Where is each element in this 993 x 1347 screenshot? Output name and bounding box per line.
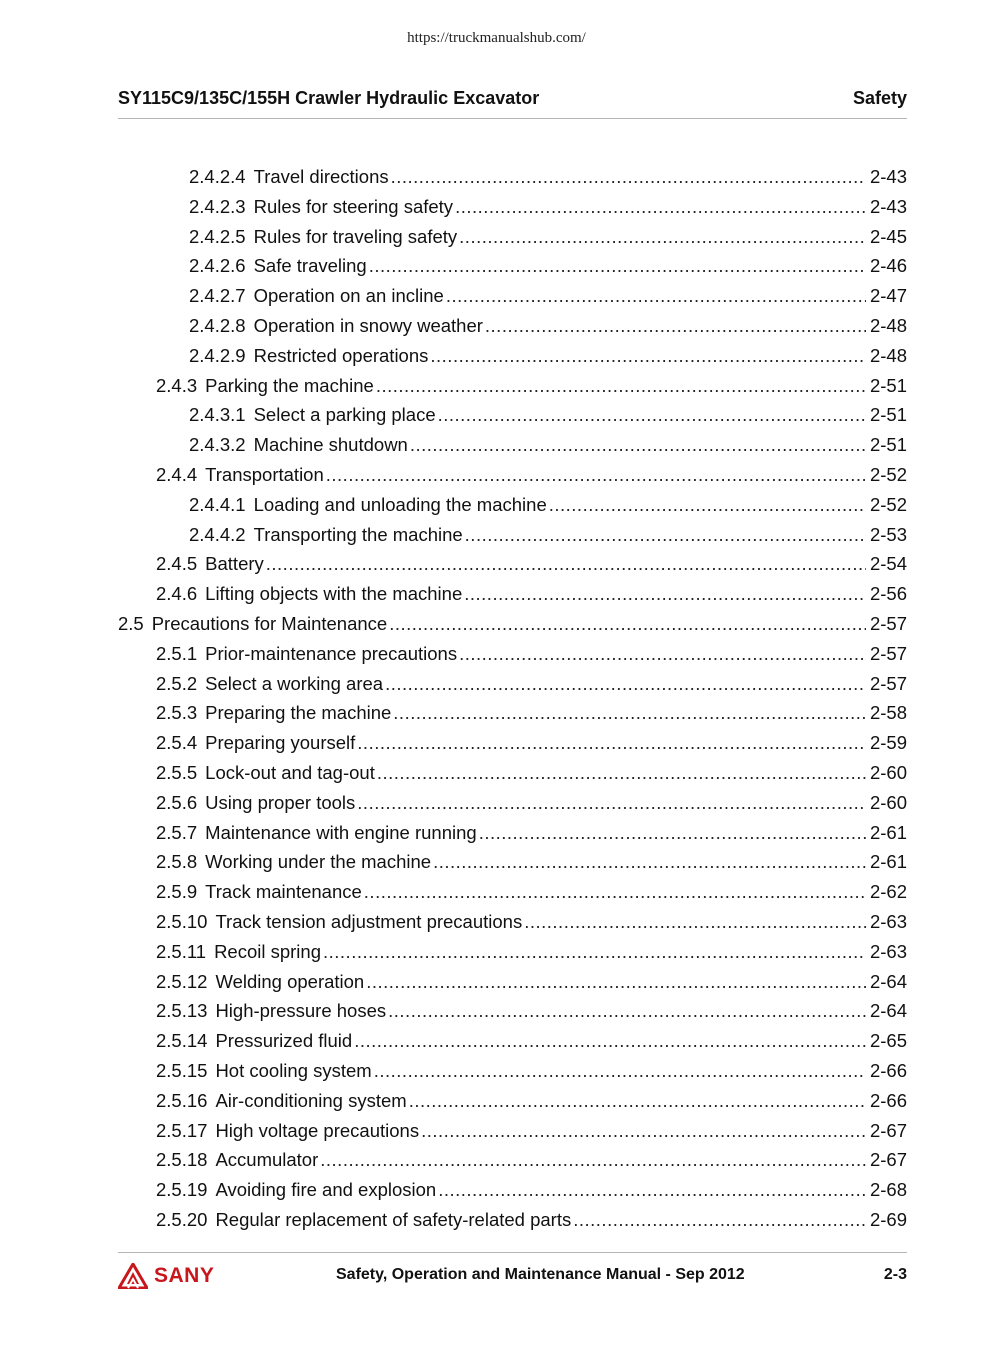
toc-entry-title: Machine shutdown (253, 434, 408, 456)
toc-leader-dots (524, 907, 866, 937)
toc-entry-page: 2-53 (869, 523, 907, 545)
toc-entry-page: 2-60 (869, 761, 907, 783)
toc-entry-title: Preparing the machine (205, 702, 392, 724)
toc-entry-title: Restricted operations (253, 344, 429, 366)
toc-entry-page: 2-43 (869, 195, 907, 217)
toc-entry-number: 2.5.13 (156, 1000, 208, 1022)
toc-entry[interactable] (118, 818, 907, 848)
toc-entry-page: 2-60 (869, 791, 907, 813)
toc-entry-number: 2.4.2.5 (189, 225, 246, 247)
toc-entry-page: 2-67 (869, 1149, 907, 1171)
toc-leader-dots (438, 1175, 866, 1205)
toc-leader-dots (357, 788, 866, 818)
toc-entry-page: 2-47 (869, 285, 907, 307)
toc-entry-page: 2-61 (869, 821, 907, 843)
toc-entry[interactable] (118, 579, 907, 609)
toc-leader-dots (479, 818, 866, 848)
toc-entry[interactable] (118, 728, 907, 758)
toc-entry-page: 2-65 (869, 1030, 907, 1052)
toc-entry-number: 2.5.10 (156, 910, 208, 932)
source-url[interactable]: https://truckmanualshub.com/ (407, 30, 586, 46)
toc-entry-title: Hot cooling system (215, 1059, 372, 1081)
toc-entry[interactable] (118, 1026, 907, 1056)
toc-leader-dots (385, 669, 866, 699)
toc-entry-title: Prior-maintenance precautions (205, 642, 458, 664)
toc-entry-number: 2.4.2.7 (189, 285, 246, 307)
toc-entry-page: 2-54 (869, 553, 907, 575)
toc-entry-number: 2.4.2.4 (189, 166, 246, 187)
toc-entry[interactable] (118, 311, 907, 341)
toc-leader-dots (391, 162, 866, 192)
toc-leader-dots (459, 222, 866, 252)
toc-entry[interactable] (118, 341, 907, 371)
brand-logo (118, 1263, 214, 1289)
toc-entry[interactable] (118, 669, 907, 699)
toc-entry-number: 2.5.1 (156, 642, 198, 664)
toc-entry-title: Avoiding fire and explosion (215, 1179, 437, 1201)
toc-entry-number: 2.5.6 (156, 791, 198, 813)
toc-entry-title: Accumulator (215, 1149, 319, 1171)
toc-leader-dots (430, 341, 866, 371)
toc-entry-title: Using proper tools (205, 791, 356, 813)
toc-leader-dots (421, 1116, 866, 1146)
toc-entry-title: Transportation (205, 463, 324, 485)
toc-leader-dots (438, 400, 866, 430)
toc-entry-number: 2.4.2.9 (189, 344, 246, 366)
toc-leader-dots (374, 1056, 866, 1086)
table-of-contents (118, 162, 907, 1235)
toc-entry-title: Rules for steering safety (253, 195, 454, 217)
toc-entry-title: Track tension adjustment precautions (215, 910, 523, 932)
toc-entry-number: 2.5.19 (156, 1179, 208, 1201)
toc-leader-dots (393, 698, 866, 728)
toc-leader-dots (323, 937, 866, 967)
toc-entry[interactable] (118, 847, 907, 877)
toc-entry[interactable] (118, 639, 907, 669)
toc-entry-title: Welding operation (215, 970, 365, 992)
toc-entry-number: 2.4.2.3 (189, 195, 246, 217)
toc-entry-page: 2-57 (869, 642, 907, 664)
page-number: 2-3 (883, 1266, 907, 1283)
toc-leader-dots (354, 1026, 866, 1056)
toc-entry[interactable] (118, 520, 907, 550)
toc-leader-dots (364, 877, 866, 907)
manual-title: Safety, Operation and Maintenance Manual - Sep 2012 (336, 1266, 745, 1283)
toc-entry-page: 2-66 (869, 1089, 907, 1111)
toc-entry-number: 2.5.12 (156, 970, 208, 992)
toc-entry-page: 2-45 (869, 225, 907, 247)
toc-entry-title: Parking the machine (205, 374, 374, 396)
toc-entry-page: 2-52 (869, 463, 907, 485)
toc-entry-page: 2-48 (869, 344, 907, 366)
toc-entry[interactable] (118, 609, 907, 639)
toc-entry-title: Loading and unloading the machine (253, 493, 547, 515)
toc-entry[interactable] (118, 1175, 907, 1205)
toc-entry-page: 2-52 (869, 493, 907, 515)
toc-entry[interactable] (118, 251, 907, 281)
toc-leader-dots (389, 609, 866, 639)
toc-entry-number: 2.5.17 (156, 1119, 208, 1141)
toc-leader-dots (464, 579, 866, 609)
toc-entry[interactable] (118, 549, 907, 579)
toc-entry-page: 2-57 (869, 612, 907, 634)
toc-entry-page: 2-61 (869, 851, 907, 873)
toc-entry[interactable] (118, 162, 907, 192)
toc-leader-dots (266, 549, 866, 579)
toc-leader-dots (459, 639, 866, 669)
toc-entry-page: 2-63 (869, 910, 907, 932)
toc-entry[interactable] (118, 996, 907, 1026)
toc-entry-page: 2-62 (869, 881, 907, 903)
toc-entry-page: 2-63 (869, 940, 907, 962)
toc-leader-dots (446, 281, 866, 311)
toc-entry-title: High-pressure hoses (215, 1000, 387, 1022)
toc-entry[interactable] (118, 698, 907, 728)
toc-entry-page: 2-51 (869, 404, 907, 426)
toc-leader-dots (409, 1086, 866, 1116)
toc-entry[interactable] (118, 430, 907, 460)
toc-entry[interactable] (118, 1116, 907, 1146)
toc-entry[interactable] (118, 907, 907, 937)
toc-entry-title: Operation in snowy weather (253, 314, 483, 336)
toc-entry[interactable] (118, 1056, 907, 1086)
toc-entry-title: Track maintenance (205, 881, 362, 903)
toc-entry-page: 2-68 (869, 1179, 907, 1201)
toc-entry-title: Safe traveling (253, 255, 367, 277)
toc-entry-title: High voltage precautions (215, 1119, 420, 1141)
toc-entry-title: Lifting objects with the machine (205, 583, 463, 605)
toc-entry-title: Preparing yourself (205, 732, 356, 754)
toc-entry-title: Rules for traveling safety (253, 225, 458, 247)
toc-entry-number: 2.5.9 (156, 881, 198, 903)
toc-entry[interactable] (118, 1145, 907, 1175)
toc-entry-page: 2-66 (869, 1059, 907, 1081)
toc-entry-page: 2-59 (869, 732, 907, 754)
toc-entry-number: 2.4.2.6 (189, 255, 246, 277)
toc-leader-dots (549, 490, 866, 520)
toc-entry-number: 2.5.20 (156, 1208, 208, 1230)
toc-leader-dots (376, 371, 866, 401)
toc-leader-dots (410, 430, 866, 460)
toc-entry[interactable] (118, 222, 907, 252)
toc-entry-number: 2.4.2.8 (189, 314, 246, 336)
toc-entry-title: Recoil spring (214, 940, 321, 962)
toc-entry-page: 2-67 (869, 1119, 907, 1141)
toc-entry-number: 2.5.3 (156, 702, 198, 724)
toc-entry-number: 2.5.18 (156, 1149, 208, 1171)
toc-entry-page: 2-51 (869, 434, 907, 456)
toc-entry-number: 2.4.4 (156, 463, 198, 485)
toc-entry-number: 2.5.2 (156, 672, 198, 694)
toc-entry-page: 2-64 (869, 970, 907, 992)
brand-name: SANY (154, 1264, 215, 1287)
toc-entry-page: 2-58 (869, 702, 907, 724)
section-name: Safety (852, 88, 907, 108)
toc-entry-title: Battery (205, 553, 264, 575)
toc-entry-number: 2.4.6 (156, 583, 198, 605)
page-header (118, 88, 907, 119)
toc-entry-number: 2.4.5 (156, 553, 198, 575)
toc-entry-title: Travel directions (253, 166, 389, 187)
toc-entry[interactable] (118, 788, 907, 818)
toc-leader-dots (377, 758, 866, 788)
toc-leader-dots (320, 1145, 866, 1175)
toc-leader-dots (357, 728, 866, 758)
page-footer (118, 1252, 907, 1293)
toc-leader-dots (326, 460, 866, 490)
toc-entry-number: 2.5.4 (156, 732, 198, 754)
toc-entry-number: 2.4.3.2 (189, 434, 246, 456)
toc-entry-number: 2.5.16 (156, 1089, 208, 1111)
toc-entry-number: 2.5.7 (156, 821, 198, 843)
toc-entry[interactable] (118, 460, 907, 490)
toc-entry[interactable] (118, 192, 907, 222)
toc-leader-dots (369, 251, 866, 281)
toc-entry-page: 2-64 (869, 1000, 907, 1022)
toc-entry-title: Transporting the machine (253, 523, 463, 545)
toc-entry-page: 2-51 (869, 374, 907, 396)
sany-logo-icon (118, 1263, 148, 1289)
toc-entry[interactable] (118, 490, 907, 520)
toc-leader-dots (455, 192, 866, 222)
toc-entry[interactable] (118, 1086, 907, 1116)
toc-entry-number: 2.5.8 (156, 851, 198, 873)
toc-entry-title: Select a parking place (253, 404, 436, 426)
toc-entry[interactable] (118, 758, 907, 788)
toc-entry[interactable] (118, 967, 907, 997)
toc-entry-number: 2.5 (118, 612, 144, 634)
toc-entry-number: 2.5.14 (156, 1030, 208, 1052)
toc-entry-number: 2.5.5 (156, 761, 198, 783)
toc-entry-title: Working under the machine (205, 851, 432, 873)
toc-entry-page: 2-57 (869, 672, 907, 694)
document-title: SY115C9/135C/155H Crawler Hydraulic Excavator (118, 88, 540, 108)
toc-entry-number: 2.4.3.1 (189, 404, 246, 426)
toc-entry-title: Pressurized fluid (215, 1030, 353, 1052)
toc-entry-title: Precautions for Maintenance (151, 612, 388, 634)
toc-leader-dots (366, 967, 866, 997)
toc-entry[interactable] (118, 877, 907, 907)
toc-entry-title: Air-conditioning system (215, 1089, 407, 1111)
toc-leader-dots (433, 847, 866, 877)
toc-entry-title: Maintenance with engine running (205, 821, 477, 843)
toc-leader-dots (388, 996, 866, 1026)
toc-entry-title: Regular replacement of safety-related parts (215, 1208, 572, 1230)
toc-leader-dots (485, 311, 866, 341)
toc-entry[interactable] (118, 281, 907, 311)
toc-entry-number: 2.4.3 (156, 374, 198, 396)
toc-entry-page: 2-56 (869, 583, 907, 605)
toc-entry-number: 2.4.4.2 (189, 523, 246, 545)
toc-entry-title: Lock-out and tag-out (205, 761, 375, 783)
toc-entry-page: 2-46 (869, 255, 907, 277)
toc-entry-number: 2.4.4.1 (189, 493, 246, 515)
toc-entry-title: Operation on an incline (253, 285, 444, 307)
toc-entry-title: Select a working area (205, 672, 384, 694)
toc-entry-page: 2-43 (869, 166, 907, 187)
toc-entry-page: 2-48 (869, 314, 907, 336)
toc-leader-dots (465, 520, 866, 550)
toc-entry-page: 2-69 (869, 1208, 907, 1230)
toc-entry[interactable] (118, 937, 907, 967)
toc-entry-number: 2.5.15 (156, 1059, 208, 1081)
toc-entry[interactable] (118, 371, 907, 401)
toc-entry-number: 2.5.11 (156, 940, 207, 962)
toc-leader-dots (573, 1205, 866, 1235)
toc-entry[interactable] (118, 400, 907, 430)
toc-entry[interactable] (118, 1205, 907, 1235)
